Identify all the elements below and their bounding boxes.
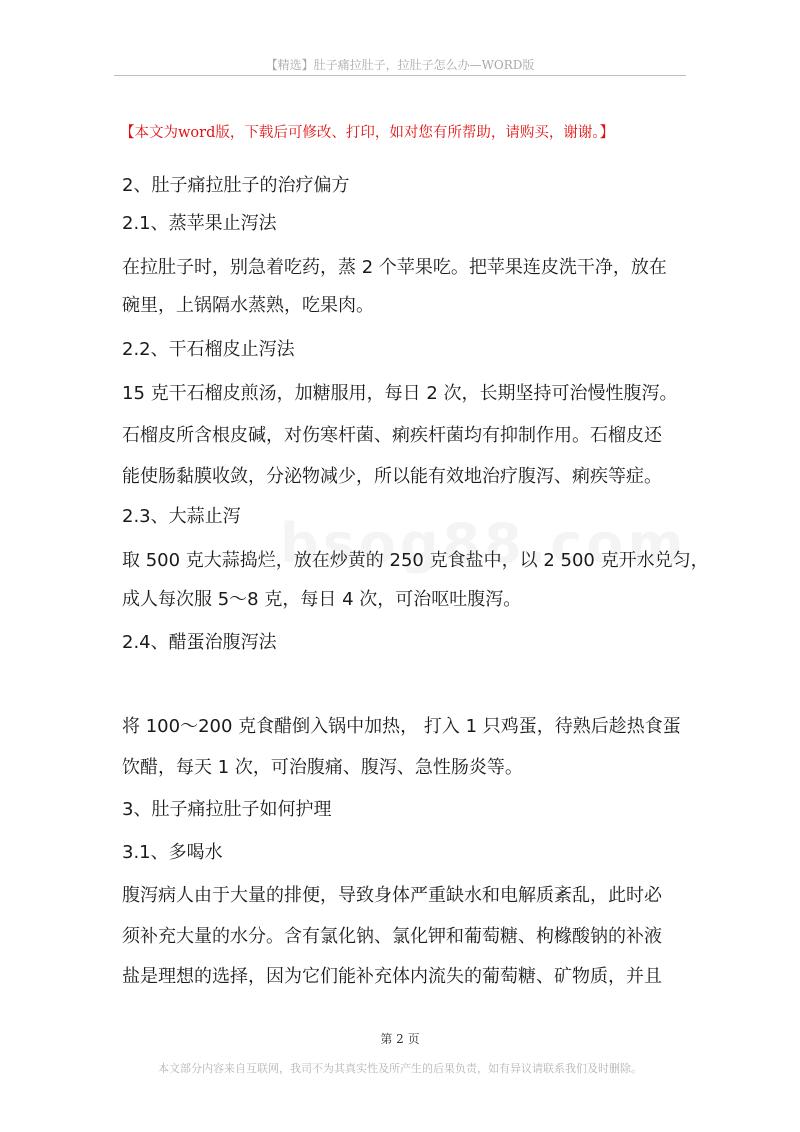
footer-disclaimer: 本文部分内容来自互联网，我司不为其真实性及所产生的后果负责，如有异议请联系我们及时删除。 [158, 1062, 642, 1075]
paragraph-line: 能使肠黏膜收敛，分泌物减少，所以能有效地治疗腹泻、痢疾等症。 [122, 466, 662, 487]
paragraph-line: 石榴皮所含根皮碱，对伤寒杆菌、痢疾杆菌均有抑制作用。石榴皮还 [122, 425, 662, 446]
paragraph-line: 盐是理想的选择，因为它们能补充体内流失的葡萄糖、矿物质，并且 [122, 966, 662, 987]
paragraph-line: 15 克干石榴皮煎汤，加糖服用，每日 2 次，长期坚持可治慢性腹泻。 [122, 383, 678, 404]
paragraph-line: 将 100～200 克食醋倒入锅中加热， 打入 1 只鸡蛋，待熟后趁热食蛋 [122, 716, 681, 737]
subsection-heading-2-3: 2.3、大蒜止泻 [122, 506, 241, 527]
section-heading-2: 2、肚子痛拉肚子的治疗偏方 [122, 175, 350, 196]
page-number: 第 2 页 [380, 1032, 420, 1046]
paragraph-line: 取 500 克大蒜捣烂，放在炒黄的 250 克食盐中，以 2 500 克开水兑匀， [122, 550, 709, 571]
subsection-heading-2-1: 2.1、蒸苹果止泻法 [122, 213, 277, 234]
subsection-heading-3-1: 3.1、多喝水 [122, 842, 223, 863]
paragraph-line: 成人每次服 5～8 克，每日 4 次，可治呕吐腹泻。 [122, 589, 522, 610]
paragraph-line: 饮醋，每天 1 次，可治腹痛、腹泻、急性肠炎等。 [122, 757, 523, 778]
header-divider [114, 75, 686, 76]
subsection-heading-2-4: 2.4、醋蛋治腹泻法 [122, 632, 277, 653]
running-header: 【精选】肚子痛拉肚子，拉肚子怎么办—WORD版 [265, 58, 535, 72]
paragraph-line: 碗里，上锅隔水蒸熟，吃果肉。 [122, 295, 374, 316]
download-notice: 【本文为word版，下载后可修改、打印，如对您有所帮助，请购买，谢谢。】 [120, 125, 615, 141]
subsection-heading-2-2: 2.2、干石榴皮止泻法 [122, 339, 295, 360]
section-heading-3: 3、肚子痛拉肚子如何护理 [122, 799, 332, 820]
paragraph-line: 在拉肚子时，别急着吃药，蒸 2 个苹果吃。把苹果连皮洗干净，放在 [122, 257, 667, 278]
paragraph-line: 须补充大量的水分。含有氯化钠、氯化钾和葡萄糖、枸橼酸钠的补液 [122, 926, 662, 947]
paragraph-line: 腹泻病人由于大量的排便，导致身体严重缺水和电解质紊乱，此时必 [122, 885, 662, 906]
